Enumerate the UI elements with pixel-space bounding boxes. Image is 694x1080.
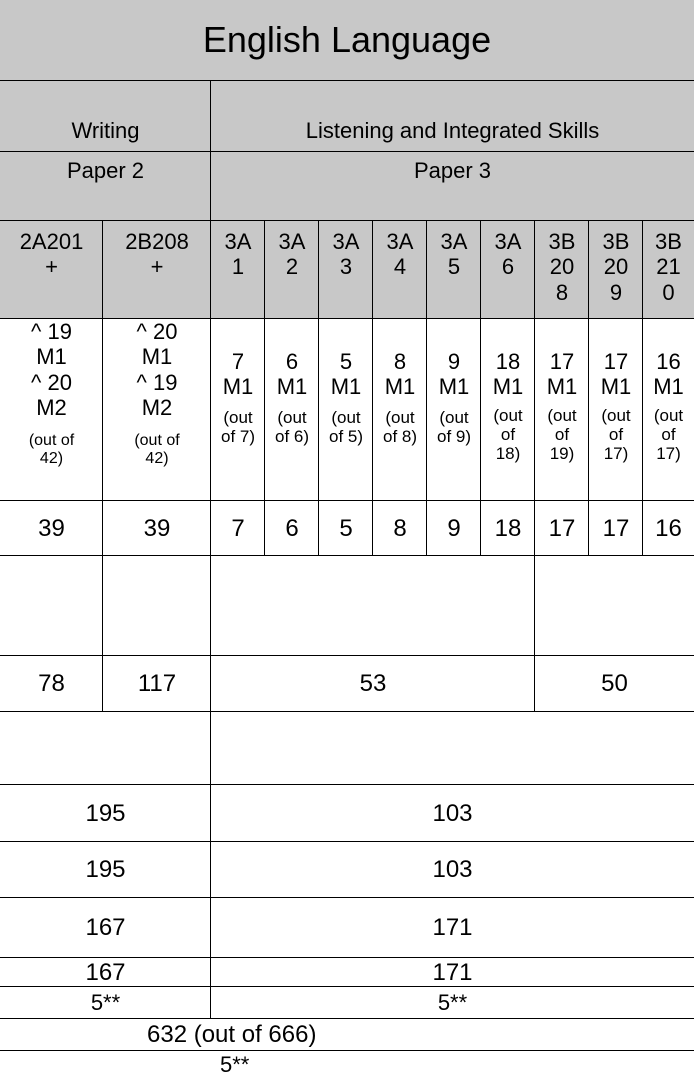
question-code-line: 20 bbox=[603, 254, 629, 280]
score-cell bbox=[426, 500, 481, 556]
out-of-line: of bbox=[661, 424, 676, 444]
question-code-line: 0 bbox=[662, 279, 675, 305]
total-listening-3 bbox=[210, 897, 694, 958]
mark-line: M1 bbox=[653, 374, 684, 400]
mark-line: M1 bbox=[546, 374, 578, 400]
subtotal-cell bbox=[210, 655, 535, 712]
mark-line: 5 bbox=[339, 349, 353, 374]
question-code-cell bbox=[210, 220, 265, 319]
question-code-cell bbox=[264, 220, 319, 319]
question-code-line: 21 bbox=[656, 254, 681, 280]
out-of-line: (out bbox=[385, 407, 415, 427]
question-code-line: 3A bbox=[494, 229, 522, 254]
mark-allocation-cell bbox=[0, 318, 103, 501]
total-value: 167 bbox=[85, 958, 126, 986]
question-code-line: 5 bbox=[447, 254, 461, 280]
mark-line: M1 bbox=[438, 374, 470, 400]
overall-grade bbox=[0, 1050, 694, 1080]
out-of-line: of 8) bbox=[382, 426, 418, 446]
total-listening-1 bbox=[210, 784, 694, 842]
grade-value: 5** bbox=[437, 990, 468, 1016]
mark-line: 7 bbox=[231, 349, 245, 374]
score-cell bbox=[0, 500, 103, 556]
out-of-line: 17) bbox=[656, 443, 681, 463]
mark-allocation-cell bbox=[318, 318, 373, 501]
subtotal-d: 50 bbox=[601, 670, 628, 698]
out-of-note bbox=[601, 406, 630, 463]
listening-header bbox=[210, 80, 694, 152]
score-value: 39 bbox=[38, 514, 65, 542]
grade-writing bbox=[0, 986, 211, 1019]
total-writing-2 bbox=[0, 841, 211, 898]
out-of-line: of 7) bbox=[220, 426, 256, 446]
mark-allocation-cell bbox=[534, 318, 589, 501]
total-listening-4 bbox=[210, 957, 694, 987]
score-cell bbox=[534, 500, 589, 556]
overall-total bbox=[0, 1018, 694, 1051]
score-value: 9 bbox=[447, 514, 461, 542]
total-writing-3 bbox=[0, 897, 211, 958]
total-value: 171 bbox=[432, 914, 473, 942]
score-cell bbox=[210, 500, 265, 556]
question-code-line: + bbox=[150, 254, 164, 280]
writing-header bbox=[0, 80, 211, 152]
mark-line: M1 bbox=[141, 344, 173, 370]
subtotal-b: 117 bbox=[137, 670, 177, 698]
out-of-note bbox=[134, 432, 179, 468]
blank-cell bbox=[0, 711, 211, 785]
mark-line: M1 bbox=[36, 344, 67, 370]
out-of-note bbox=[383, 408, 417, 446]
score-value: 18 bbox=[494, 514, 522, 542]
total-value: 167 bbox=[85, 914, 126, 942]
question-code-line: 3 bbox=[339, 254, 353, 280]
out-of-line: 42) bbox=[39, 450, 64, 468]
total-value: 171 bbox=[432, 958, 473, 986]
question-code-line: 3B bbox=[655, 229, 682, 254]
score-value: 5 bbox=[339, 514, 353, 542]
subtotal-cell bbox=[102, 655, 211, 712]
out-of-line: (out bbox=[223, 407, 253, 427]
total-value: 103 bbox=[432, 856, 473, 884]
question-code-line: 4 bbox=[393, 254, 407, 280]
score-cell bbox=[372, 500, 427, 556]
mark-line: 17 bbox=[549, 349, 575, 374]
out-of-line: 17) bbox=[603, 443, 629, 463]
mark-allocation-cell bbox=[102, 318, 211, 501]
question-code-cell bbox=[102, 220, 211, 319]
score-value: 39 bbox=[143, 514, 171, 542]
question-code-line: 3A bbox=[440, 229, 468, 254]
question-code-cell bbox=[372, 220, 427, 319]
out-of-note bbox=[547, 406, 576, 463]
out-of-line: 18) bbox=[495, 443, 521, 463]
question-code-cell bbox=[534, 220, 589, 319]
score-value: 17 bbox=[602, 514, 630, 542]
mark-allocation-cell bbox=[480, 318, 535, 501]
out-of-line: (out bbox=[547, 405, 577, 425]
score-cell bbox=[102, 500, 211, 556]
writing-label: Writing bbox=[71, 117, 140, 143]
blank-cell bbox=[534, 555, 694, 656]
mark-line: ^ 19 bbox=[31, 319, 72, 344]
out-of-line: 42) bbox=[145, 450, 169, 468]
out-of-line: 19) bbox=[549, 443, 575, 463]
score-value: 7 bbox=[231, 514, 245, 542]
out-of-note bbox=[221, 408, 255, 446]
score-cell bbox=[642, 500, 694, 556]
score-cell bbox=[318, 500, 373, 556]
out-of-line: of bbox=[554, 424, 570, 444]
overall-grade-value: 5** bbox=[220, 1052, 250, 1078]
question-code-line: 1 bbox=[231, 254, 245, 280]
mark-allocation-cell bbox=[264, 318, 319, 501]
mark-allocation-cell bbox=[210, 318, 265, 501]
score-value: 17 bbox=[548, 514, 576, 542]
out-of-line: (out bbox=[653, 405, 684, 425]
mark-allocation-cell bbox=[426, 318, 481, 501]
blank-cell bbox=[210, 555, 535, 656]
mark-allocation-cell bbox=[372, 318, 427, 501]
question-code-line: 6 bbox=[501, 254, 515, 280]
mark-line: ^ 19 bbox=[136, 369, 178, 395]
question-code-cell bbox=[318, 220, 373, 319]
subtotal-c: 53 bbox=[359, 670, 387, 698]
mark-line: ^ 20 bbox=[31, 369, 72, 395]
subtotal-a: 78 bbox=[38, 670, 65, 698]
mark-line: M1 bbox=[384, 374, 416, 400]
out-of-line: (out bbox=[331, 407, 361, 427]
mark-line: M2 bbox=[141, 394, 173, 420]
title-text: English Language bbox=[202, 19, 492, 61]
score-value: 8 bbox=[393, 514, 407, 542]
mark-line: 8 bbox=[393, 349, 407, 374]
question-code-cell bbox=[0, 220, 103, 319]
blank-cell bbox=[210, 711, 694, 785]
question-code-line: 3B bbox=[602, 229, 630, 254]
score-cell bbox=[588, 500, 643, 556]
paper3-label: Paper 3 bbox=[413, 158, 492, 183]
question-code-line: 3A bbox=[332, 229, 360, 254]
score-cell bbox=[264, 500, 319, 556]
mark-line: ^ 20 bbox=[136, 319, 178, 344]
subtotal-cell bbox=[534, 655, 694, 712]
out-of-line: of bbox=[608, 424, 624, 444]
question-code-line: 2A201 bbox=[19, 229, 84, 254]
out-of-line: of 5) bbox=[328, 426, 364, 446]
out-of-line: (out bbox=[277, 407, 307, 427]
out-of-note bbox=[437, 408, 471, 446]
question-code-line: 9 bbox=[609, 279, 623, 305]
mark-line: 16 bbox=[656, 349, 681, 374]
mark-line: M1 bbox=[222, 374, 254, 400]
out-of-note bbox=[654, 406, 683, 463]
mark-line: 17 bbox=[603, 349, 629, 374]
mark-allocation-cell bbox=[642, 318, 694, 501]
score-cell bbox=[480, 500, 535, 556]
out-of-line: of bbox=[500, 424, 516, 444]
out-of-line: (out of bbox=[28, 432, 75, 450]
question-code-line: 3B bbox=[548, 229, 576, 254]
question-code-line: 3A bbox=[224, 229, 252, 254]
paper2-header bbox=[0, 151, 211, 221]
mark-line: M1 bbox=[600, 374, 632, 400]
mark-line: 18 bbox=[495, 349, 521, 374]
score-value: 6 bbox=[285, 514, 299, 542]
listening-label: Listening and Integrated Skills bbox=[305, 117, 600, 143]
question-code-line: 8 bbox=[555, 279, 569, 305]
out-of-note bbox=[329, 408, 363, 446]
overall-total-value: 632 (out of 666) bbox=[147, 1020, 317, 1048]
grade-listening bbox=[210, 986, 694, 1019]
out-of-line: (out of bbox=[134, 432, 180, 450]
score-value: 16 bbox=[655, 514, 682, 542]
mark-line: 9 bbox=[447, 349, 461, 374]
subtotal-cell bbox=[0, 655, 103, 712]
out-of-line: (out bbox=[601, 405, 631, 425]
paper3-header bbox=[210, 151, 694, 221]
mark-line: M1 bbox=[492, 374, 524, 400]
blank-cell bbox=[102, 555, 211, 656]
out-of-line: (out bbox=[439, 407, 469, 427]
total-value: 103 bbox=[432, 799, 473, 827]
question-code-cell bbox=[480, 220, 535, 319]
out-of-note bbox=[493, 406, 522, 463]
mark-allocation-cell bbox=[588, 318, 643, 501]
question-code-line: + bbox=[45, 254, 58, 280]
question-code-line: 2B208 bbox=[125, 229, 189, 254]
total-listening-2 bbox=[210, 841, 694, 898]
mark-line: 6 bbox=[285, 349, 299, 374]
out-of-line: of 9) bbox=[436, 426, 472, 446]
page-title bbox=[0, 0, 694, 80]
grade-value: 5** bbox=[90, 990, 121, 1016]
question-code-line: 20 bbox=[549, 254, 575, 280]
blank-cell bbox=[0, 555, 103, 656]
mark-line: M1 bbox=[330, 374, 362, 400]
total-value: 195 bbox=[85, 856, 126, 884]
question-code-line: 3A bbox=[386, 229, 414, 254]
out-of-line: (out bbox=[493, 405, 523, 425]
out-of-line: of 6) bbox=[274, 426, 310, 446]
question-code-cell bbox=[642, 220, 694, 319]
total-value: 195 bbox=[85, 799, 126, 827]
out-of-note bbox=[29, 432, 74, 468]
mark-line: M1 bbox=[276, 374, 308, 400]
total-writing-4 bbox=[0, 957, 211, 987]
question-code-cell bbox=[426, 220, 481, 319]
mark-line: M2 bbox=[36, 394, 67, 420]
question-code-line: 2 bbox=[285, 254, 299, 280]
total-writing-1 bbox=[0, 784, 211, 842]
question-code-cell bbox=[588, 220, 643, 319]
question-code-line: 3A bbox=[278, 229, 306, 254]
out-of-note bbox=[275, 408, 309, 446]
paper2-label: Paper 2 bbox=[66, 158, 145, 183]
